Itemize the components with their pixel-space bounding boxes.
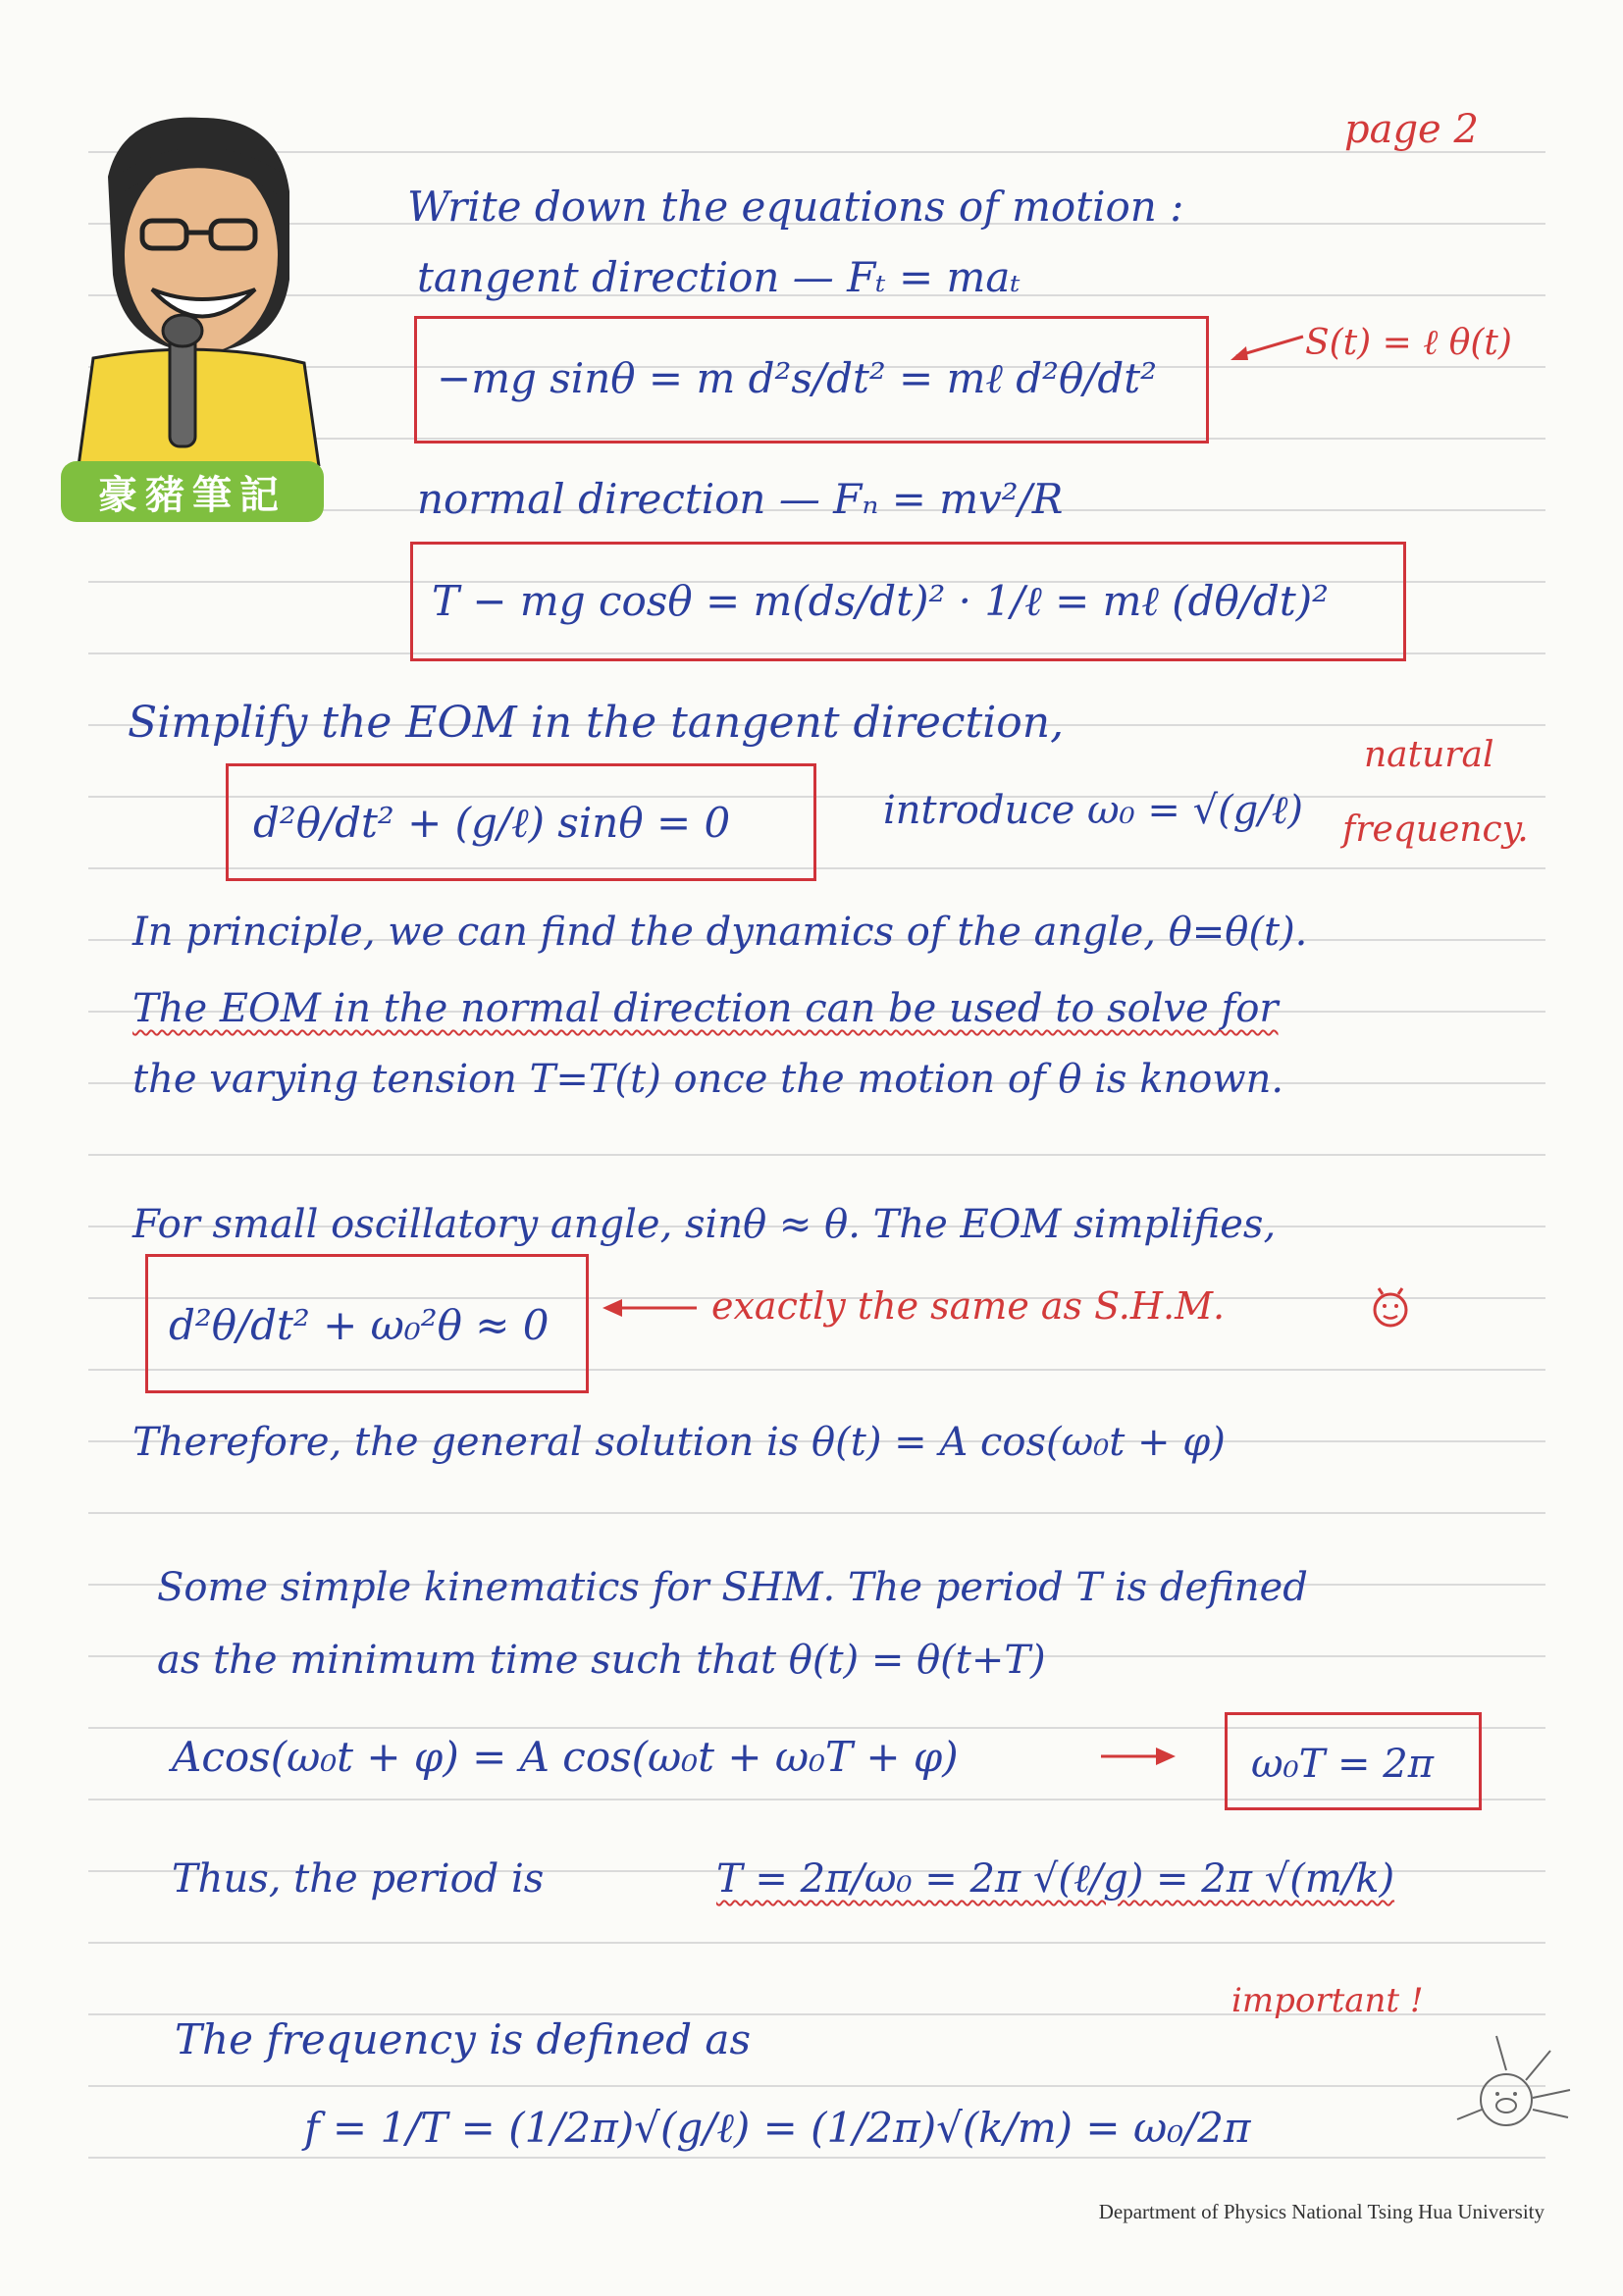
period-eq: T = 2π/ω₀ = 2π √(ℓ/g) = 2π √(m/k) xyxy=(716,1856,1395,1902)
mascot-badge: 豪豬筆記 xyxy=(61,461,324,522)
line-general-solution: Therefore, the general solution is θ(t) = A cos(ω₀t + φ) xyxy=(132,1420,1226,1465)
line-varying-tension: the varying tension T=T(t) once the motion of θ is known. xyxy=(132,1057,1284,1102)
line-frequency-defined: The frequency is defined as xyxy=(175,2015,752,2063)
line-minimum-time: as the minimum time such that θ(t) = θ(t+T) xyxy=(157,1638,1046,1683)
arc-length-note: S(t) = ℓ θ(t) xyxy=(1305,323,1512,363)
arrow-icon xyxy=(601,1293,699,1323)
mascot-illustration xyxy=(54,103,339,466)
line-small-angle: For small oscillatory angle, sinθ ≈ θ. The EOM simplifies, xyxy=(132,1202,1277,1247)
line-equations-intro: Write down the equations of motion : xyxy=(407,183,1184,231)
line-thus-period: Thus, the period is xyxy=(172,1856,545,1902)
tangent-eom: −mg sinθ = m d²s/dt² = mℓ d²θ/dt² xyxy=(437,354,1157,402)
natural-note: natural xyxy=(1364,735,1494,775)
arrow-icon xyxy=(1099,1742,1178,1771)
line-in-principle: In principle, we can find the dynamics of the angle, θ=θ(t). xyxy=(132,910,1308,955)
line-simplify: Simplify the EOM in the tangent direction, xyxy=(128,698,1065,748)
pendulum-eq: d²θ/dt² + (g/ℓ) sinθ = 0 xyxy=(253,799,731,847)
shm-eq: d²θ/dt² + ω₀²θ ≈ 0 xyxy=(169,1301,550,1349)
frequency-note: frequency. xyxy=(1342,809,1529,850)
line-cos-identity: Acos(ω₀t + φ) = A cos(ω₀t + ω₀T + φ) xyxy=(172,1733,959,1781)
arrow-icon xyxy=(1227,329,1305,368)
introduce-omega: introduce ω₀ = √(g/ℓ) xyxy=(883,788,1304,833)
page-label: page 2 xyxy=(1344,107,1479,152)
line-normal-direction: normal direction — Fₙ = mv²/R xyxy=(417,475,1064,523)
footer-credit: Department of Physics National Tsing Hua University xyxy=(1098,2200,1544,2223)
shm-note: exactly the same as S.H.M. xyxy=(711,1284,1226,1328)
important-note: important ! xyxy=(1231,1981,1424,2020)
normal-eom: T − mg cosθ = m(ds/dt)² · 1/ℓ = mℓ (dθ/dt)² xyxy=(432,577,1329,625)
frequency-eq: f = 1/T = (1/2π)√(g/ℓ) = (1/2π)√(k/m) = ω₀/2π xyxy=(304,2104,1251,2152)
line-normal-eom-use: The EOM in the normal direction can be used to solve for xyxy=(132,986,1279,1031)
pig-doodle-icon xyxy=(1452,2021,1580,2149)
line-tangent-direction: tangent direction — Fₜ = maₜ xyxy=(417,253,1021,301)
smiley-icon xyxy=(1369,1280,1412,1330)
omega-t-eq: ω₀T = 2π xyxy=(1251,1742,1435,1787)
line-kinematics: Some simple kinematics for SHM. The period T is defined xyxy=(157,1565,1308,1610)
